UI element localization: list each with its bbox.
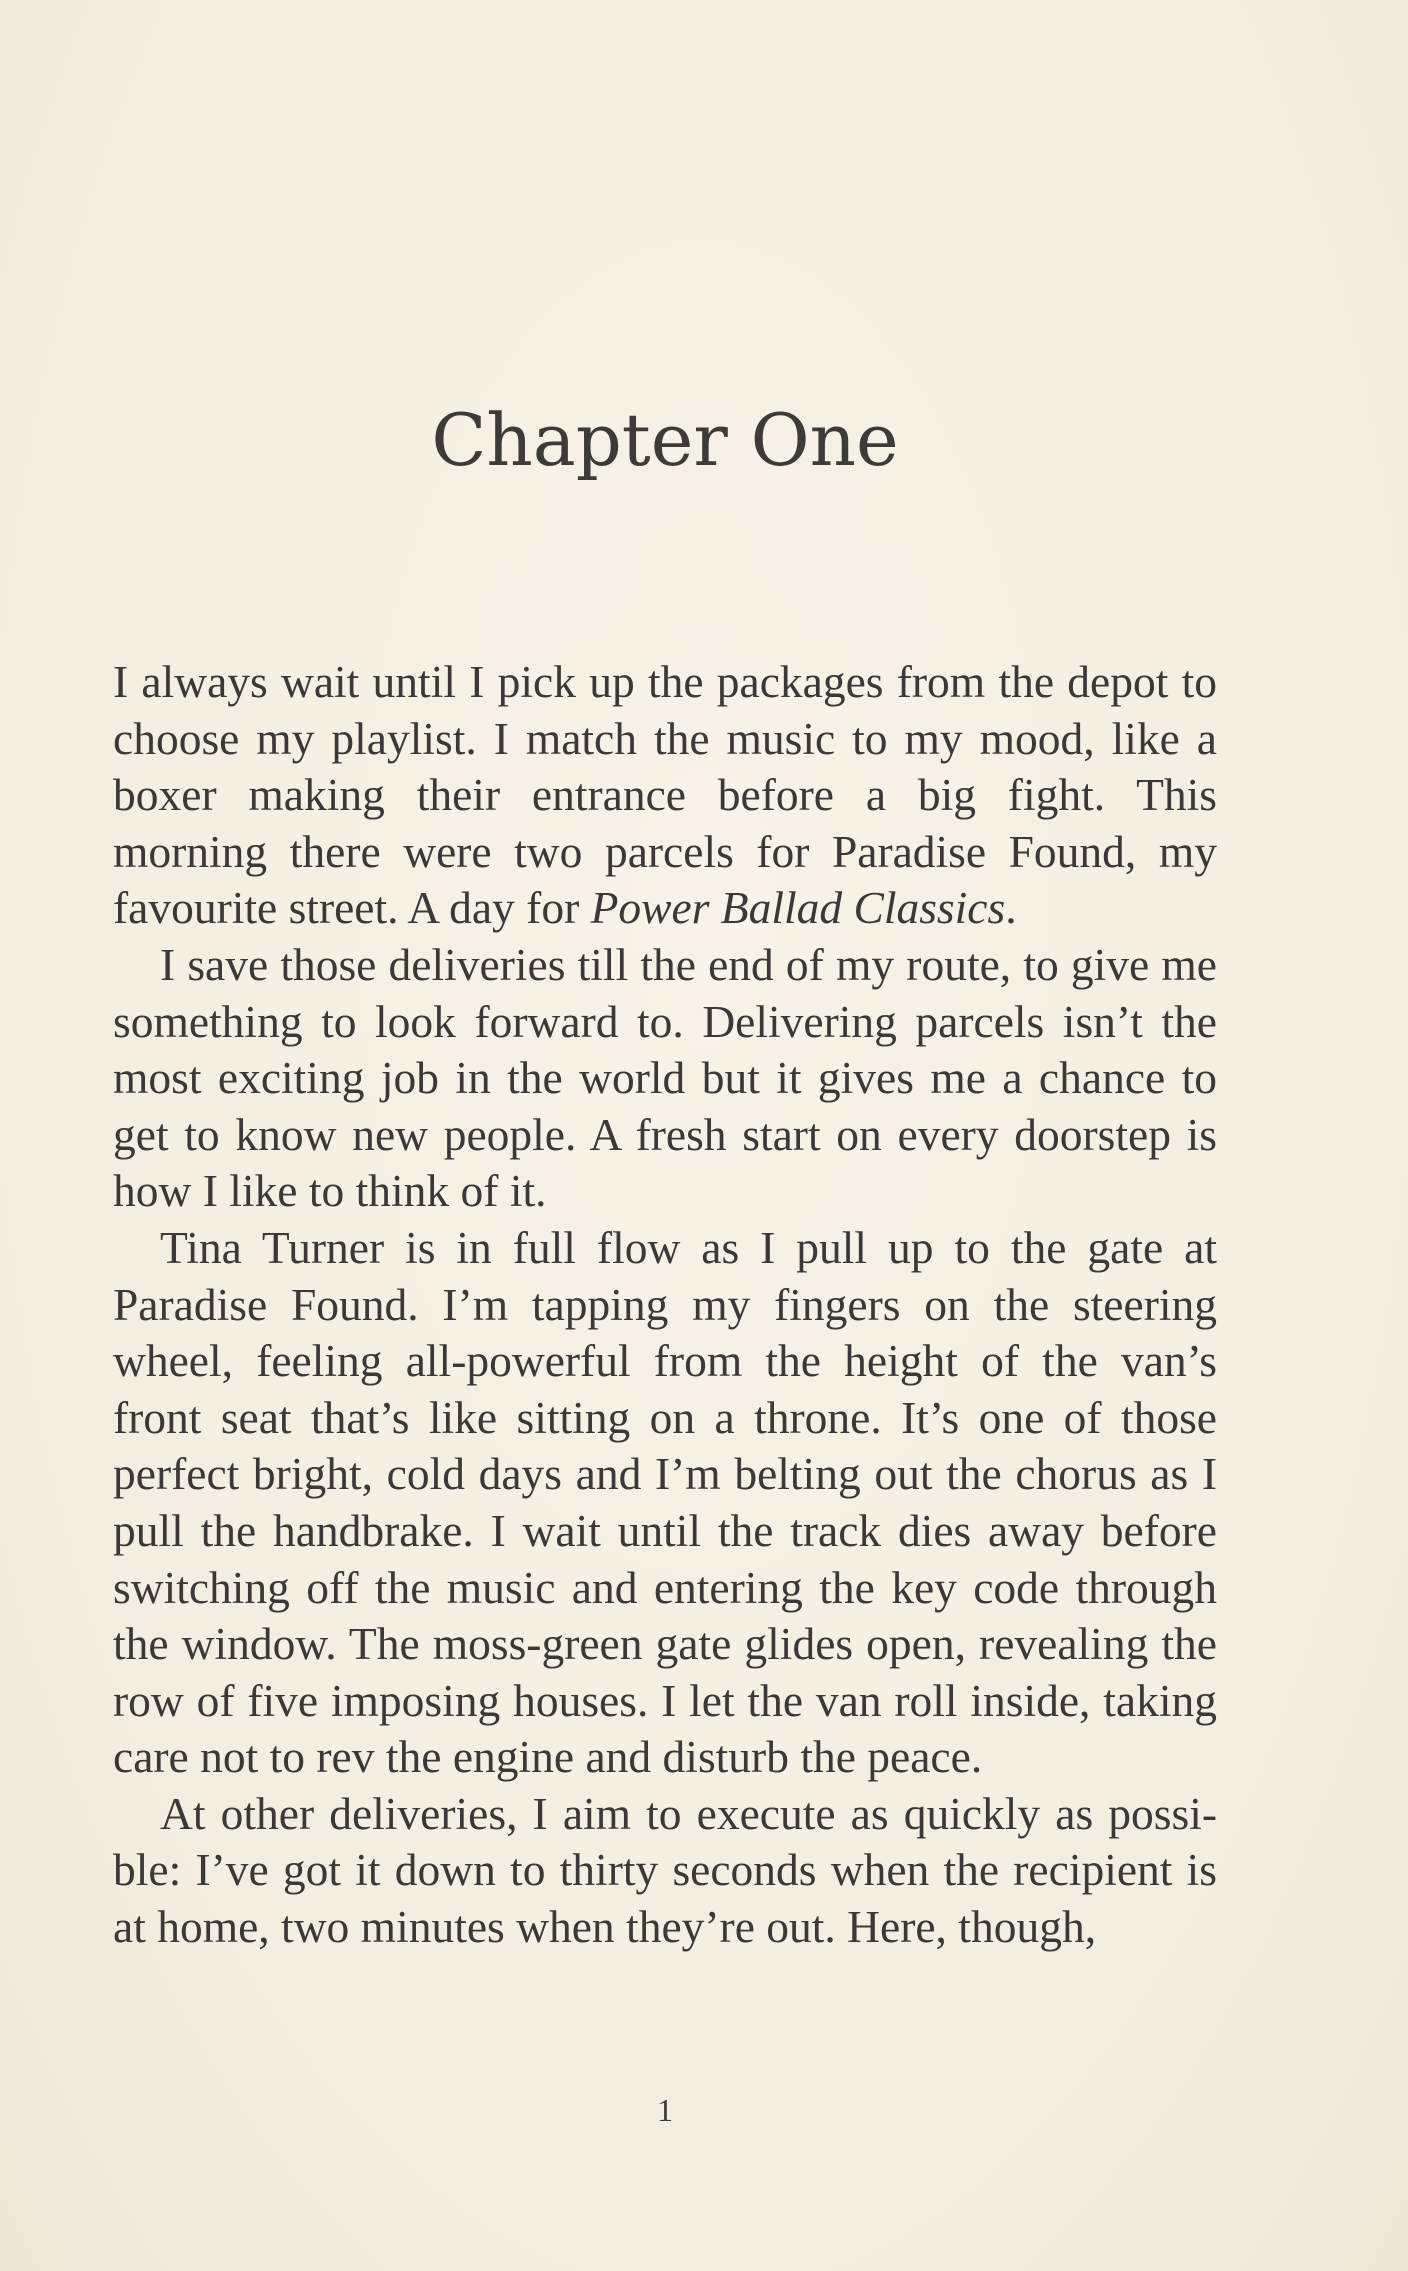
paragraph-3: Tina Turner is in full flow as I pull up to the gate at Paradise Found. I’m tapping my fingers on the steering wheel, feeling all-powerful from the height of the van’s front seat that’s like sitting on a throne. It’s one of those perfect bright, cold days and I’m belting out the chorus as I pull the handbrake. I wait until the track dies away before switching off the music and entering the key code through the window. The moss-green gate glides open, revealing the row of five imposing houses. I let the van roll inside, taking care not to rev the engine and disturb the peace. <box>113 1221 1217 1783</box>
chapter-title: Chapter One <box>431 398 899 482</box>
chapter-body <box>113 654 1217 1956</box>
paragraph-1-text: I always wait until I pick up the packages from the depot to choose my playlist. I match the music to my mood, like a boxer making their entrance before a big fight. This morning there were two parcels for Paradise Found, my favourite street. A day for <box>113 656 1217 934</box>
playlist-title: Power Ballad Classics <box>590 882 1006 934</box>
page-number: 1 <box>657 2092 673 2128</box>
paragraph-1-end: . <box>1005 882 1017 934</box>
paragraph-4: At other deliveries, I aim to execute as quickly as possible: I’ve got it down to thirty seconds when the recipient is at home, two minutes when they’re out. Here, though, <box>113 1787 1217 1953</box>
paragraph-1 <box>113 654 1217 937</box>
paragraph-2: I save those deliveries till the end of my route, to give me something to look forward to. Delivering parcels isn’t the most exciting job in the world but it gives me a chance to get to know new people. A fresh start on every doorstep is how I like to think of it. <box>113 938 1217 1217</box>
